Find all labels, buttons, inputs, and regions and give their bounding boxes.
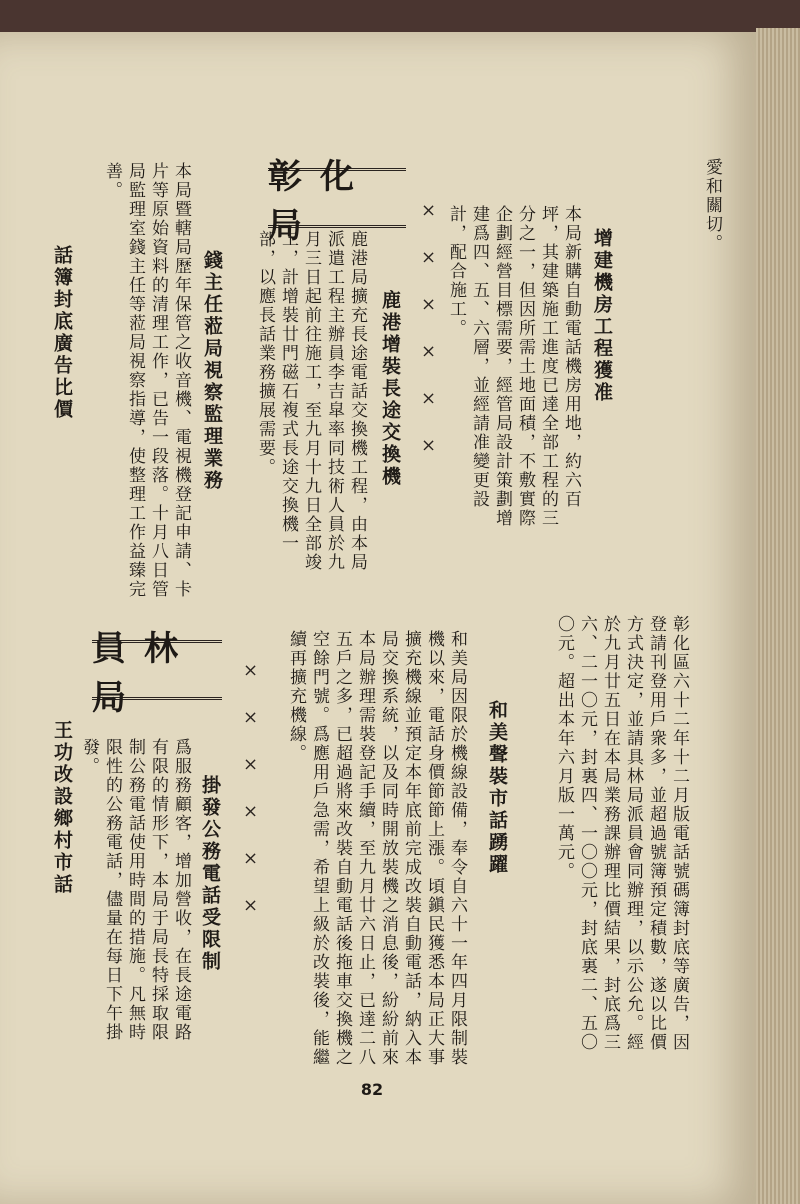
tail-text: 愛和關切。 <box>702 158 722 253</box>
article3-body: 彰化區六十二年十二月版電話號碼簿封底等廣告，因登請刊登用戶衆多，並超過號簿預定積數，遂以比價方式決定，並請具林局派員會同辦理，以示公允。經於九月廿五日在本局業務課辦理比價結果，封底爲三六、二一〇元，封裏四、一〇〇元，封底裏二、五〇〇元。超出本年六月版一萬元。 <box>554 615 689 1052</box>
masthead-changhua: 彰化局 <box>268 168 406 228</box>
article4-body: 鹿港局擴充長途電話交換機工程，由本局派遣工程主辦員李吉皐率同技術人員於九月三日起前往施工，至九月十九日全部竣工，計增裝廿門磁石複式長途交換機一部，以應長話業務擴展需要。 <box>255 230 367 572</box>
page-number: 82 <box>360 1080 384 1099</box>
article7-heading: 王功改設鄉村市話 <box>51 720 73 896</box>
separator-marks-bottom: ×××××× <box>240 660 261 942</box>
article4-heading: 鹿港增裝長途交換機 <box>379 290 401 488</box>
article5-body: 本局暨轄局歷年保管之收音機、電視機登記申請、卡片等原始資料的清理工作，已告一段落。十月八日管局監理室錢主任等蒞局視察指導，使整理工作益臻完善。 <box>102 162 191 599</box>
article2-heading: 和美聲裝市話踴躍 <box>486 700 508 876</box>
book-cover-top <box>0 0 800 32</box>
article2-body: 和美局因限於機線設備，奉令自六十一年四月限制裝機以來，電話身價節節上漲。頃鎭民獲悉本局正大事擴充機線並預定本年底前完成改裝自動電話，納入本局交換系統，以及同時開放裝機之消息後，紛紛前來本局辦理需裝登記手續，至九月廿六日止，已達二八五戶之多，已超過將來改裝自動電話後拖車交換機之空餘門號。爲應用戶急需，希望上級於改裝後，能繼續再擴充機線。 <box>286 630 467 1067</box>
page-edges <box>756 28 800 1204</box>
column-heading-ad-price: 話簿封底廣告比價 <box>51 245 73 421</box>
article1-body: 本局新購自動電話機房用地，約六百坪，其建築施工進度已達全部工程的三分之一，但因所需土地面積，不敷實際企劃經營目標需要，經管局設計策劃增建爲四、五、六層，並經請准變更設計，配合施工。 <box>446 205 581 528</box>
article1-heading: 增建機房工程獲准 <box>591 228 613 404</box>
article5-heading: 錢主任蒞局視察監理業務 <box>201 250 223 492</box>
masthead-yuanlin: 員林局 <box>92 640 222 700</box>
article6-body: 爲服務顧客，增加營收，在長途電路有限的情形下，本局于局長特採取限制公務電話使用時間的措施。凡無時限性的公務電話，儘量在每日下午掛發。 <box>79 738 191 1042</box>
article6-heading: 掛發公務電話受限制 <box>199 775 221 973</box>
separator-marks-top: ×××××× <box>418 200 439 482</box>
